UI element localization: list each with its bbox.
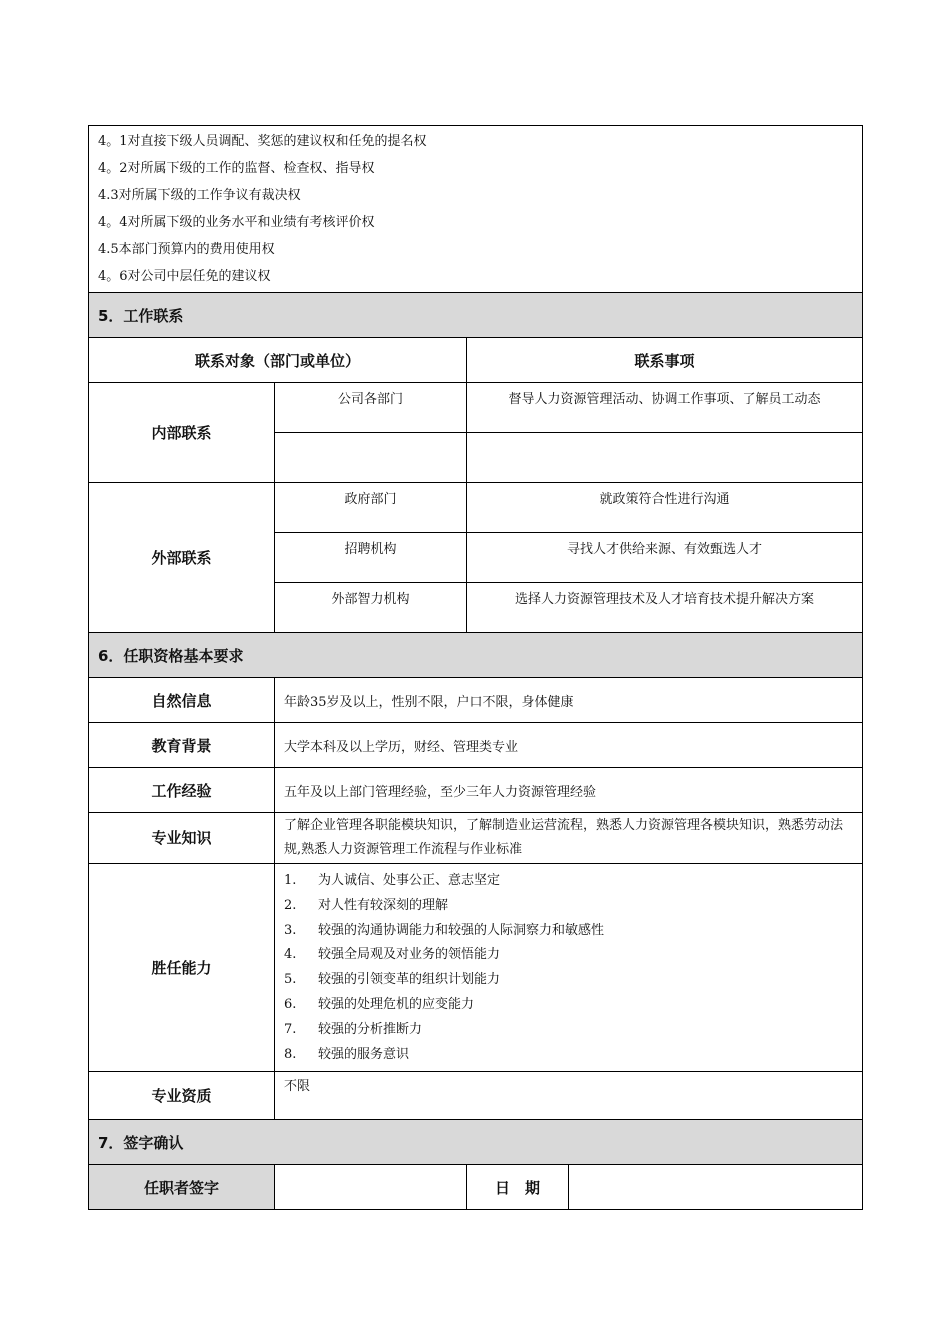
internal-contact-object bbox=[275, 433, 467, 483]
competency-text: 较强的处理危机的应变能力 bbox=[318, 996, 475, 1012]
date-label: 日 期 bbox=[467, 1165, 569, 1210]
contact-column-header-row bbox=[89, 338, 863, 383]
competency-item bbox=[284, 943, 853, 968]
competency-list-cell bbox=[275, 864, 863, 1072]
qualification-value: 不限 bbox=[275, 1072, 863, 1120]
education-row bbox=[89, 723, 863, 768]
contact-object-header: 联系对象（部门或单位） bbox=[89, 338, 467, 383]
competency-text: 较强的服务意识 bbox=[318, 1046, 410, 1062]
section-7-title: 7．签字确认 bbox=[89, 1120, 863, 1165]
authority-item: 4。4对所属下级的业务水平和业绩有考核评价权 bbox=[98, 215, 375, 230]
competency-text: 较强的分析推断力 bbox=[318, 1021, 423, 1037]
competency-number: 4. bbox=[284, 947, 297, 963]
experience-row bbox=[89, 768, 863, 813]
internal-contact-matter: 督导人力资源管理活动、协调工作事项、了解员工动态 bbox=[467, 383, 863, 433]
section-5-title: 5．工作联系 bbox=[89, 293, 863, 338]
competency-number: 6. bbox=[284, 996, 297, 1012]
section-7-header-row bbox=[89, 1120, 863, 1165]
natural-info-value: 年龄35岁及以上，性别不限，户口不限，身体健康 bbox=[275, 678, 863, 723]
competency-number: 3. bbox=[284, 922, 297, 938]
external-contact-row bbox=[89, 483, 863, 533]
competency-item bbox=[284, 919, 853, 944]
section-6-title: 6．任职资格基本要求 bbox=[89, 633, 863, 678]
external-contact-object: 外部智力机构 bbox=[275, 583, 467, 633]
external-contact-matter: 就政策符合性进行沟通 bbox=[467, 483, 863, 533]
competency-number: 8. bbox=[284, 1046, 297, 1062]
education-label: 教育背景 bbox=[89, 723, 275, 768]
competency-label: 胜任能力 bbox=[89, 864, 275, 1072]
external-contact-object: 招聘机构 bbox=[275, 533, 467, 583]
natural-info-label: 自然信息 bbox=[89, 678, 275, 723]
signature-label: 任职者签字 bbox=[89, 1165, 275, 1210]
qualification-label: 专业资质 bbox=[89, 1072, 275, 1120]
knowledge-label: 专业知识 bbox=[89, 813, 275, 864]
competency-number: 2. bbox=[284, 897, 297, 913]
internal-contact-object: 公司各部门 bbox=[275, 383, 467, 433]
authorities-row bbox=[89, 126, 863, 293]
competency-text: 为人诚信、处事公正、意志坚定 bbox=[318, 873, 501, 888]
knowledge-row bbox=[89, 813, 863, 864]
competency-text: 对人性有较深刻的理解 bbox=[318, 897, 449, 913]
natural-info-row bbox=[89, 678, 863, 723]
qualification-row bbox=[89, 1072, 863, 1120]
external-contact-matter: 寻找人才供给来源、有效甄选人才 bbox=[467, 533, 863, 583]
internal-contact-label: 内部联系 bbox=[89, 383, 275, 483]
authority-item: 4.5本部门预算内的费用使用权 bbox=[98, 242, 275, 257]
competency-item bbox=[284, 1018, 853, 1043]
authority-item: 4。1对直接下级人员调配、奖惩的建议权和任免的提名权 bbox=[98, 134, 427, 149]
competency-number: 7. bbox=[284, 1021, 297, 1037]
job-description-table bbox=[88, 125, 863, 1210]
competency-item bbox=[284, 993, 853, 1018]
authority-item: 4。6对公司中层任免的建议权 bbox=[98, 269, 271, 284]
competency-text: 较强全局观及对业务的领悟能力 bbox=[318, 947, 501, 963]
competency-item bbox=[284, 1043, 853, 1068]
competency-number: 5. bbox=[284, 972, 297, 988]
experience-label: 工作经验 bbox=[89, 768, 275, 813]
external-contact-object: 政府部门 bbox=[275, 483, 467, 533]
competency-item bbox=[284, 968, 853, 993]
competency-list bbox=[284, 864, 853, 1071]
authorities-cell bbox=[89, 126, 863, 293]
competency-text: 较强的引领变革的组织计划能力 bbox=[318, 972, 501, 988]
competency-item bbox=[284, 869, 853, 894]
competency-number: 1. bbox=[284, 873, 297, 888]
section-5-header-row bbox=[89, 293, 863, 338]
internal-contact-row bbox=[89, 383, 863, 433]
external-contact-label: 外部联系 bbox=[89, 483, 275, 633]
internal-contact-matter bbox=[467, 433, 863, 483]
job-description-document bbox=[88, 125, 862, 1210]
experience-value: 五年及以上部门管理经验，至少三年人力资源管理经验 bbox=[275, 768, 863, 813]
competency-item bbox=[284, 894, 853, 919]
authority-item: 4。2对所属下级的工作的监督、检查权、指导权 bbox=[98, 161, 375, 176]
contact-matter-header: 联系事项 bbox=[467, 338, 863, 383]
signature-row bbox=[89, 1165, 863, 1210]
external-contact-matter: 选择人力资源管理技术及人才培育技术提升解决方案 bbox=[467, 583, 863, 633]
education-value: 大学本科及以上学历，财经、管理类专业 bbox=[275, 723, 863, 768]
signature-field[interactable] bbox=[275, 1165, 467, 1210]
knowledge-value: 了解企业管理各职能模块知识，了解制造业运营流程，熟悉人力资源管理各模块知识，熟悉劳动法规,熟悉人力资源管理工作流程与作业标准 bbox=[275, 813, 863, 864]
authority-item: 4.3对所属下级的工作争议有裁决权 bbox=[98, 188, 301, 203]
date-field[interactable] bbox=[569, 1165, 863, 1210]
section-6-header-row bbox=[89, 633, 863, 678]
competency-row bbox=[89, 864, 863, 1072]
competency-text: 较强的沟通协调能力和较强的人际洞察力和敏感性 bbox=[318, 922, 605, 938]
